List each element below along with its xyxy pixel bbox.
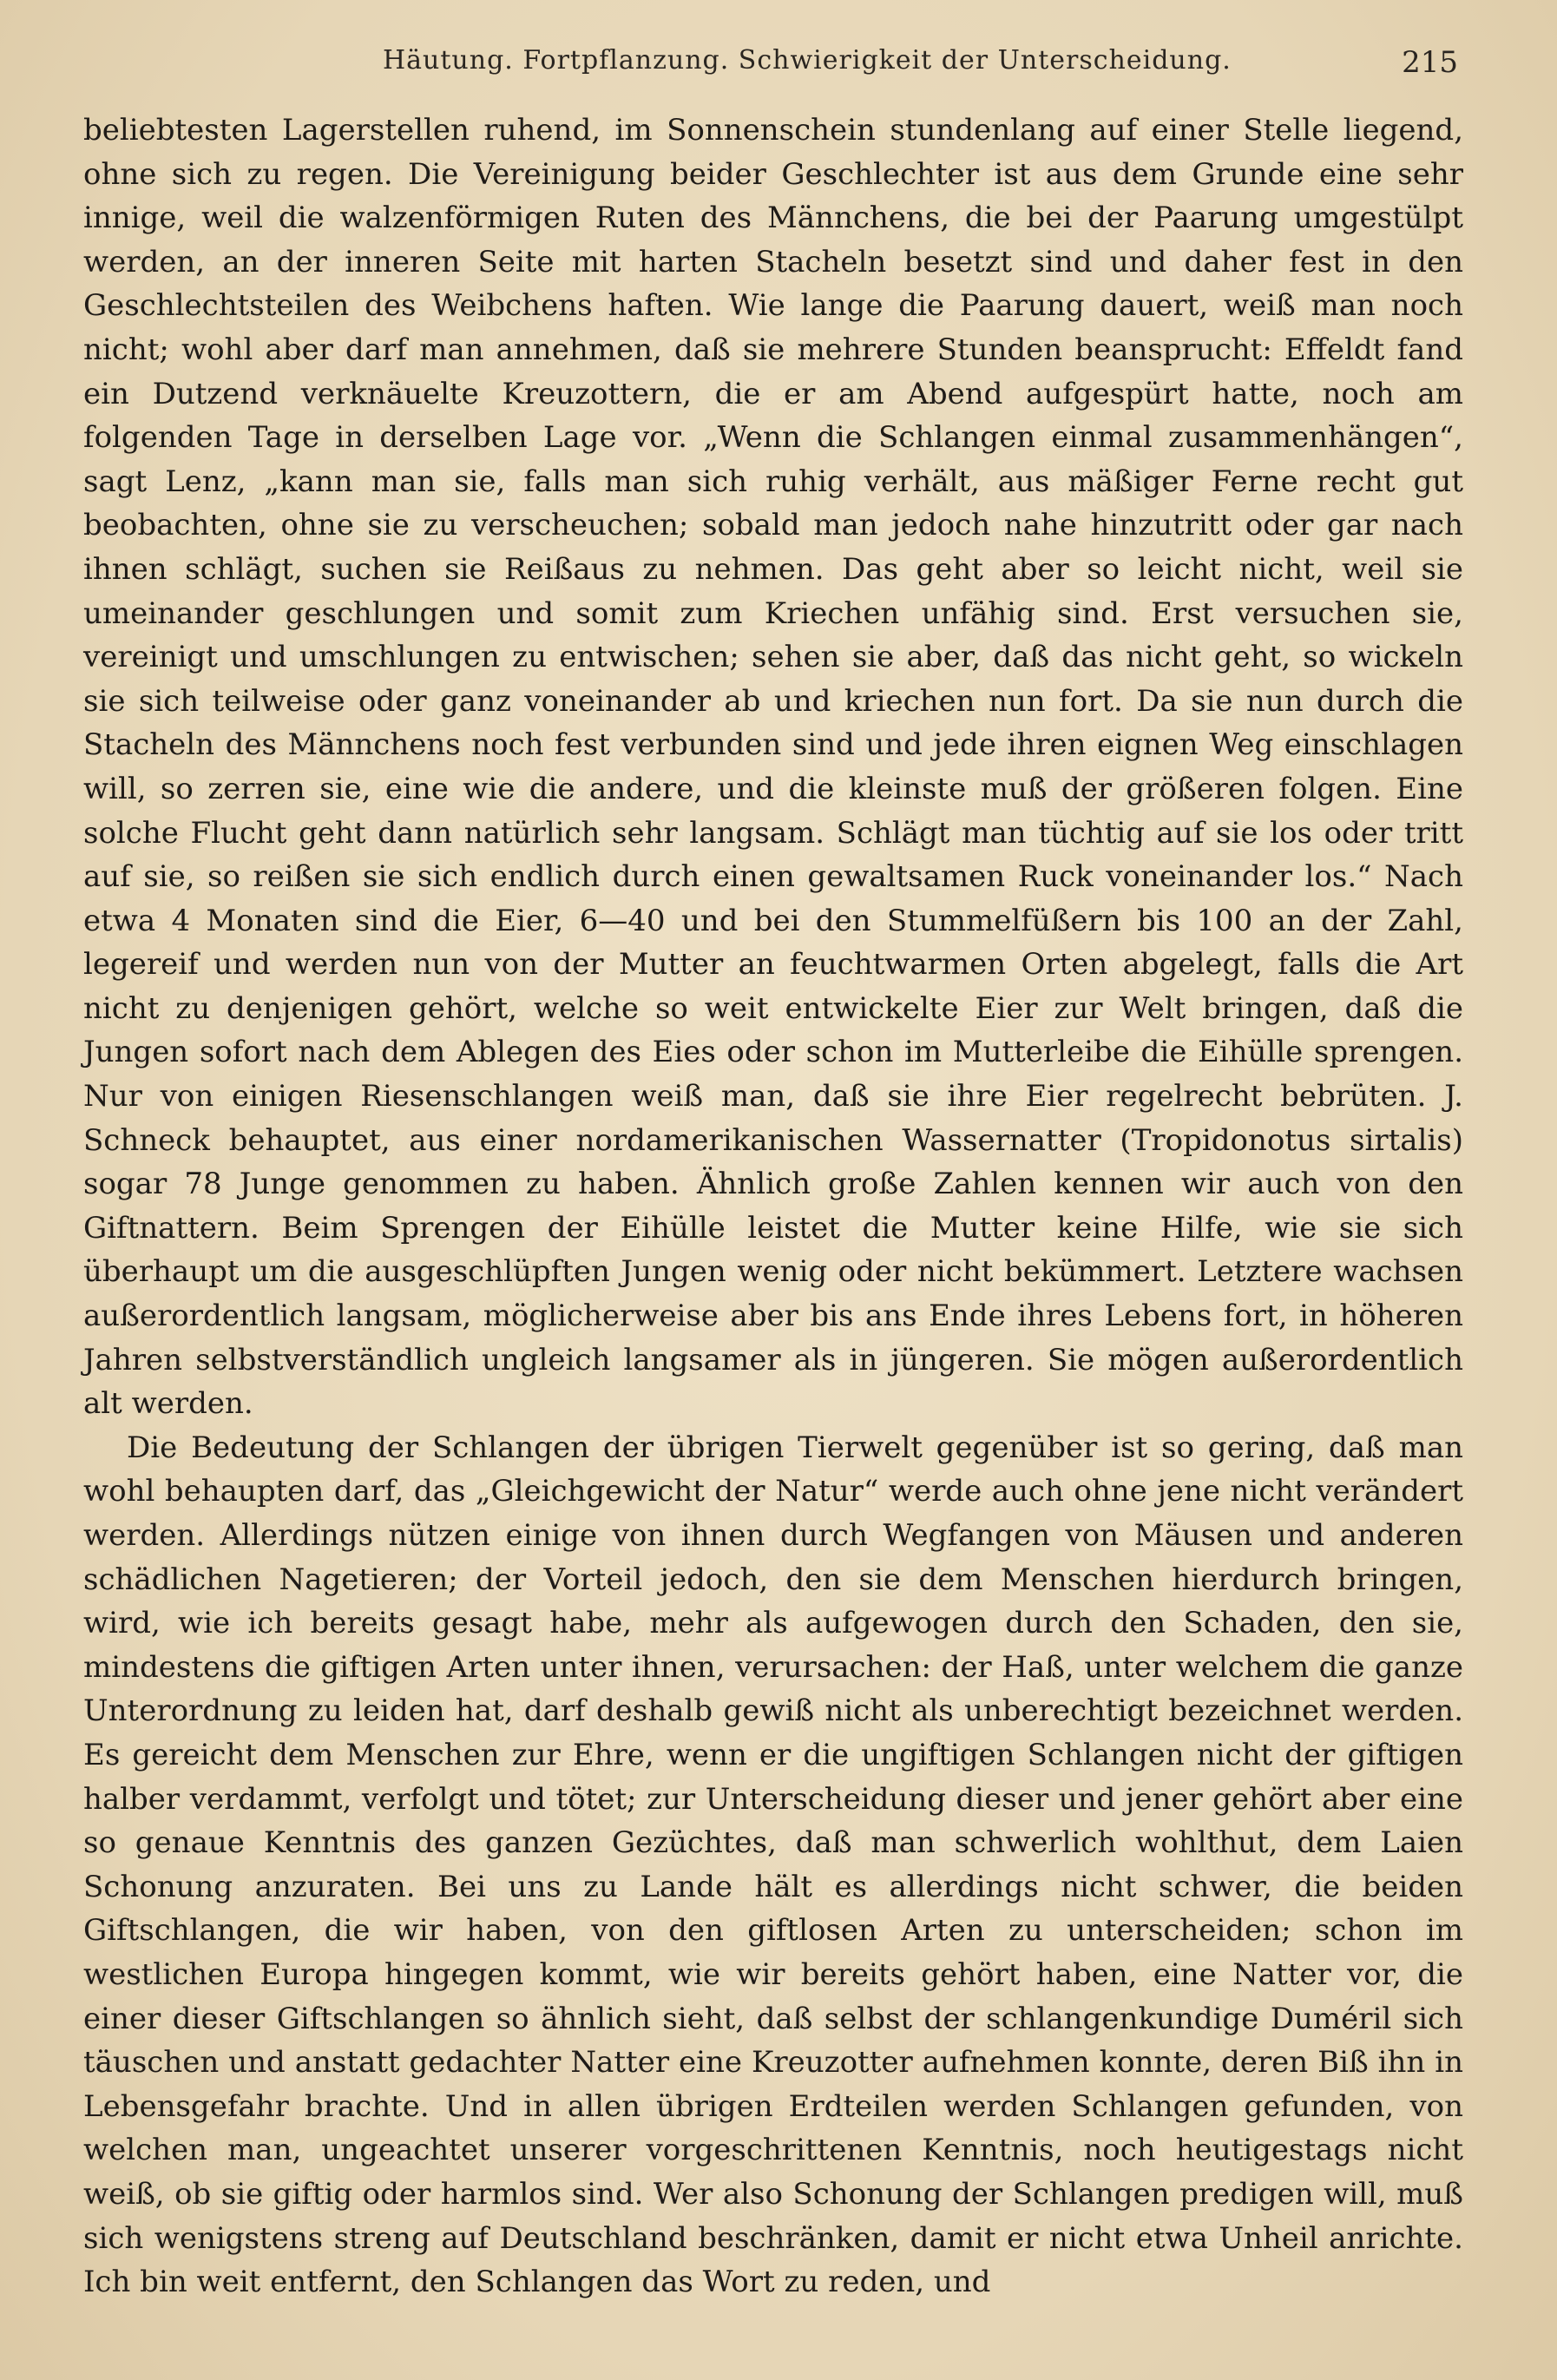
page-header: [83, 36, 1458, 89]
running-head: Häutung. Fortpflanzung. Schwierigkeit der Unterscheidung.: [383, 45, 1232, 76]
page-number: 215: [1402, 45, 1458, 80]
paragraph: beliebtesten Lagerstellen ruhend, im Sonnenschein stundenlang auf einer Stelle liegend, ohne sich zu regen. Die Vereinigung beider Geschlechter ist aus dem Grunde eine sehr innige, weil die walzenförmigen Ruten des Männchens, die bei der Paarung umgestülpt werden, an der inneren Seite mit harten Stacheln besetzt sind und daher fest in den Geschlechtsteilen des Weibchens haften. Wie lange die Paarung dauert, weiß man noch nicht; wohl aber darf man annehmen, daß sie mehrere Stunden beansprucht: Effeldt fand ein Dutzend verknäuelte Kreuzottern, die er am Abend aufgespürt hatte, noch am folgenden Tage in derselben Lage vor. „Wenn die Schlangen einmal zusammenhängen“, sagt Lenz, „kann man sie, falls man sich ruhig verhält, aus mäßiger Ferne recht gut beobachten, ohne sie zu verscheuchen; sobald man jedoch nahe hinzutritt oder gar nach ihnen schlägt, suchen sie Reißaus zu nehmen. Das geht aber so leicht nicht, weil sie umeinander geschlungen und somit zum Kriechen unfähig sind. Erst versuchen sie, vereinigt und umschlungen zu entwischen; sehen sie aber, daß das nicht geht, so wickeln sie sich teilweise oder ganz voneinander ab und kriechen nun fort. Da sie nun durch die Stacheln des Männchens noch fest verbunden sind und jede ihren eignen Weg einschlagen will, so zerren sie, eine wie die andere, und die kleinste muß der größeren folgen. Eine solche Flucht geht dann natürlich sehr langsam. Schlägt man tüchtig auf sie los oder tritt auf sie, so reißen sie sich endlich durch einen gewaltsamen Ruck voneinander los.“ Nach etwa 4 Monaten sind die Eier, 6—40 und bei den Stummelfüßern bis 100 an der Zahl, legereif und werden nun von der Mutter an feuchtwarmen Orten abgelegt, falls die Art nicht zu denjenigen gehört, welche so weit entwickelte Eier zur Welt bringen, daß die Jungen sofort nach dem Ablegen des Eies oder schon im Mutterleibe die Eihülle sprengen. Nur von einigen Riesenschlangen weiß man, daß sie ihre Eier regelrecht bebrüten. J. Schneck behauptet, aus einer nordamerikanischen Wassernatter (Tropidonotus sirtalis) sogar 78 Junge genommen zu haben. Ähnlich große Zahlen kennen wir auch von den Giftnattern. Beim Sprengen der Eihülle leistet die Mutter keine Hilfe, wie sie sich überhaupt um die ausgeschlüpften Jungen wenig oder nicht bekümmert. Letztere wachsen außerordentlich langsam, möglicherweise aber bis ans Ende ihres Lebens fort, in höheren Jahren selbstverständlich ungleich langsamer als in jüngeren. Sie mögen außerordentlich alt werden.: [83, 113, 1463, 1422]
body-text: [83, 108, 1463, 2304]
paragraph: Die Bedeutung der Schlangen der übrigen Tierwelt gegenüber ist so gering, daß man wohl behaupten darf, das „Gleichgewicht der Natur“ werde auch ohne jene nicht verändert werden. Allerdings nützen einige von ihnen durch Wegfangen von Mäusen und anderen schädlichen Nagetieren; der Vorteil jedoch, den sie dem Menschen hierdurch bringen, wird, wie ich bereits gesagt habe, mehr als aufgewogen durch den Schaden, den sie, mindestens die giftigen Arten unter ihnen, verursachen: der Haß, unter welchem die ganze Unterordnung zu leiden hat, darf deshalb gewiß nicht als unberechtigt bezeichnet werden. Es gereicht dem Menschen zur Ehre, wenn er die ungiftigen Schlangen nicht der giftigen halber verdammt, verfolgt und tötet; zur Unterscheidung dieser und jener gehört aber eine so genaue Kenntnis des ganzen Gezüchtes, daß man schwerlich wohlthut, dem Laien Schonung anzuraten. Bei uns zu Lande hält es allerdings nicht schwer, die beiden Giftschlangen, die wir haben, von den giftlosen Arten zu unterscheiden; schon im westlichen Europa hingegen kommt, wie wir bereits gehört haben, eine Natter vor, die einer dieser Giftschlangen so ähnlich sieht, daß selbst der schlangenkundige Duméril sich täuschen und anstatt gedachter Natter eine Kreuzotter aufnehmen konnte, deren Biß ihn in Lebensgefahr brachte. Und in allen übrigen Erdteilen werden Schlangen gefunden, von welchen man, ungeachtet unserer vorgeschrittenen Kenntnis, noch heutigestags nicht weiß, ob sie giftig oder harmlos sind. Wer also Schonung der Schlangen predigen will, muß sich wenigstens streng auf Deutschland beschränken, damit er nicht etwa Unheil anrichte. Ich bin weit entfernt, den Schlangen das Wort zu reden, und: [83, 1430, 1463, 2300]
